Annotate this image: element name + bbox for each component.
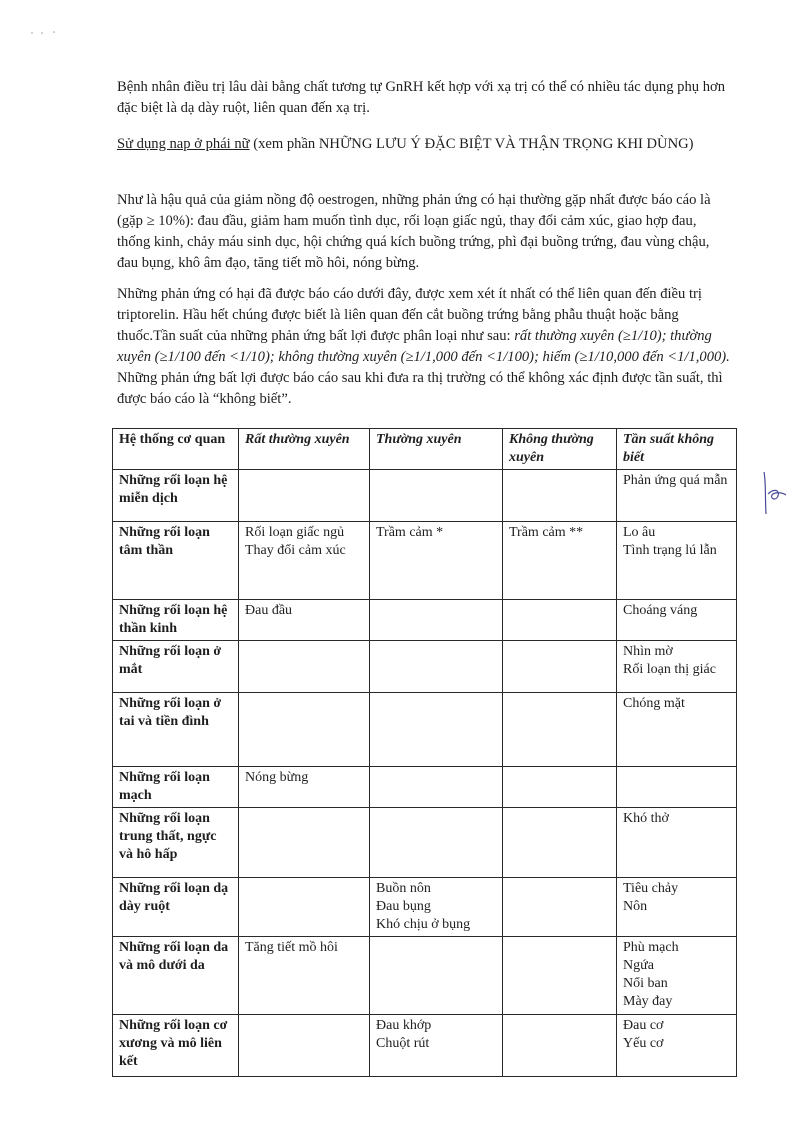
cell-uncommon	[503, 1015, 617, 1077]
table-row	[113, 600, 737, 641]
table-body	[113, 470, 737, 1077]
header-uncommon: Không thường xuyên	[503, 429, 617, 470]
cell-common	[370, 767, 503, 808]
cell-organ-system: Những rối loạn ở mắt	[113, 641, 239, 693]
table-row	[113, 808, 737, 878]
cell-frequency-unknown: Lo âu Tình trạng lú lẫn	[617, 522, 737, 600]
cell-organ-system: Những rối loạn ở tai và tiền đình	[113, 693, 239, 767]
cell-frequency-unknown: Khó thở	[617, 808, 737, 878]
cell-common	[370, 937, 503, 1015]
cell-organ-system: Những rối loạn cơ xương và mô liên kết	[113, 1015, 239, 1077]
cell-common	[370, 808, 503, 878]
table-row	[113, 937, 737, 1015]
cell-very-common: Đau đầu	[239, 600, 370, 641]
cell-uncommon	[503, 470, 617, 522]
cell-uncommon: Trầm cảm **	[503, 522, 617, 600]
cell-common	[370, 641, 503, 693]
table-row	[113, 1015, 737, 1077]
cell-organ-system: Những rối loạn da và mô dưới da	[113, 937, 239, 1015]
cell-frequency-unknown: Tiêu chảy Nôn	[617, 878, 737, 937]
frequency-unknown-note: Những phản ứng bất lợi được báo cáo sau khi đưa ra thị trường có thể không xác định được tần suất, thì được báo cáo là “không biết”.	[117, 370, 723, 407]
cell-very-common	[239, 878, 370, 937]
cell-organ-system: Những rối loạn dạ dày ruột	[113, 878, 239, 937]
cell-very-common	[239, 808, 370, 878]
table-row	[113, 641, 737, 693]
cell-very-common: Nóng bừng	[239, 767, 370, 808]
cell-common: Đau khớp Chuột rút	[370, 1015, 503, 1077]
table-row	[113, 767, 737, 808]
paragraph-frequency-classification	[117, 284, 733, 410]
cell-uncommon	[503, 641, 617, 693]
cell-frequency-unknown: Choáng váng	[617, 600, 737, 641]
cell-uncommon	[503, 808, 617, 878]
cell-frequency-unknown	[617, 767, 737, 808]
cell-frequency-unknown: Chóng mặt	[617, 693, 737, 767]
header-organ-system: Hệ thống cơ quan	[113, 429, 239, 470]
cell-uncommon	[503, 693, 617, 767]
header-frequency-unknown: Tần suất không biết	[617, 429, 737, 470]
cell-common: Buồn nôn Đau bụng Khó chịu ở bụng	[370, 878, 503, 937]
cell-uncommon	[503, 600, 617, 641]
cell-common	[370, 470, 503, 522]
header-very-common: Rất thường xuyên	[239, 429, 370, 470]
table-row	[113, 693, 737, 767]
cell-very-common	[239, 693, 370, 767]
cell-uncommon	[503, 767, 617, 808]
cell-common	[370, 600, 503, 641]
cell-organ-system: Những rối loạn tâm thần	[113, 522, 239, 600]
cell-organ-system: Những rối loạn hệ thần kinh	[113, 600, 239, 641]
cell-frequency-unknown: Phù mạch Ngứa Nổi ban Mày đay	[617, 937, 737, 1015]
cell-very-common: Tăng tiết mồ hôi	[239, 937, 370, 1015]
scan-specks	[30, 30, 70, 36]
cell-uncommon	[503, 937, 617, 1015]
cell-organ-system: Những rối loạn trung thất, ngực và hô hấp	[113, 808, 239, 878]
frequency-definitions: rất thường xuyên (≥1/10); thường xuyên (≥1/100 đến <1/10); không thường xuyên (≥1/1,000 đến <1/100); hiếm (≥1/10,000 đến <1/1,000).	[117, 328, 730, 365]
cell-very-common	[239, 1015, 370, 1077]
cell-organ-system: Những rối loạn hệ miễn dịch	[113, 470, 239, 522]
paragraph-radiotherapy: Bệnh nhân điều trị lâu dài bằng chất tương tự GnRH kết hợp với xạ trị có thể có nhiều tác dụng phụ hơn đặc biệt là dạ dày ruột, liên quan đến xạ trị.	[117, 79, 726, 116]
adverse-reactions-table	[112, 428, 737, 1077]
cell-uncommon	[503, 878, 617, 937]
paragraph-women-use	[117, 134, 733, 155]
table-row	[113, 522, 737, 600]
cell-common	[370, 693, 503, 767]
table-header-row	[113, 429, 737, 470]
cell-very-common	[239, 641, 370, 693]
header-common: Thường xuyên	[370, 429, 503, 470]
cell-frequency-unknown: Nhìn mờ Rối loạn thị giác	[617, 641, 737, 693]
frequency-intro: Những phản ứng có hại đã được báo cáo dưới đây, được xem xét ít nhất có thể liên quan đến điều trị triptorelin. Hầu hết chúng được biết là liên quan đến cắt buồng trứng bằng phẫu thuật hoặc bằng thuốc.Tần suất của những phản ứng bất lợi được phân loại như sau:	[117, 286, 702, 344]
handwritten-pen-mark	[760, 468, 788, 518]
cell-organ-system: Những rối loạn mạch	[113, 767, 239, 808]
paragraph-common-reactions: Như là hậu quả của giảm nồng độ oestrogen, những phản ứng có hại thường gặp nhất được báo cáo là (gặp ≥ 10%): đau đầu, giảm ham muốn tình dục, rối loạn giấc ngủ, thay đổi cảm xúc, giao hợp đau, thống kinh, chảy máu sinh dục, hội chứng quá kích buồng trứng, phì đại buồng trứng, đau vùng chậu, đau bụng, khô âm đạo, tăng tiết mồ hôi, nóng bừng.	[117, 192, 711, 271]
table-row	[113, 470, 737, 522]
cell-frequency-unknown: Đau cơ Yếu cơ	[617, 1015, 737, 1077]
women-use-note: (xem phần NHỮNG LƯU Ý ĐẶC BIỆT VÀ THẬN TRỌNG KHI DÙNG)	[249, 136, 694, 152]
cell-very-common	[239, 470, 370, 522]
cell-common: Trầm cảm *	[370, 522, 503, 600]
table-row	[113, 878, 737, 937]
women-use-heading: Sử dụng nap ở phái nữ	[117, 136, 250, 152]
cell-frequency-unknown: Phản ứng quá mẫn	[617, 470, 737, 522]
cell-very-common: Rối loạn giấc ngủ Thay đổi cảm xúc	[239, 522, 370, 600]
